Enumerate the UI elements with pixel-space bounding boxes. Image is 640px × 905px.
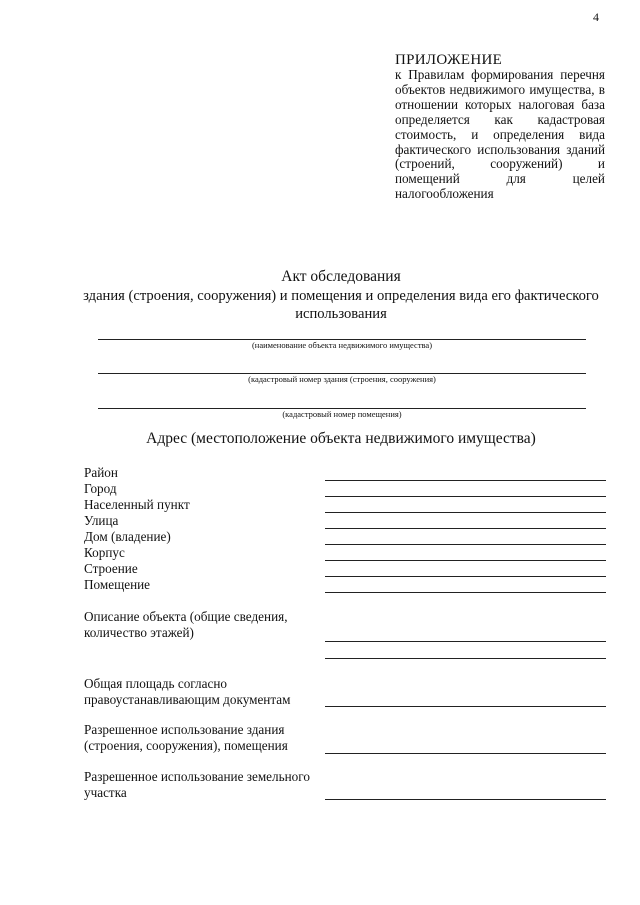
field-label-building: Строение: [84, 561, 138, 576]
field-label-district: Район: [84, 465, 118, 480]
description-line-2[interactable]: [325, 658, 606, 659]
street-line[interactable]: [325, 528, 606, 529]
act-title: Акт обследования: [281, 268, 401, 285]
building-cadastral-caption: (кадастровый номер здания (строения, сооружения): [248, 374, 436, 384]
object-name-caption: (наименование объекта недвижимого имущества): [251, 340, 433, 350]
area-line[interactable]: [325, 706, 606, 707]
house-line[interactable]: [325, 544, 606, 545]
field-label-city: Город: [84, 481, 117, 496]
settlement-line[interactable]: [325, 512, 606, 513]
appendix-block: [395, 52, 605, 202]
description-line-1[interactable]: [325, 641, 606, 642]
act-subtitle: здания (строения, сооружения) и помещения и определения вида его фактического использования: [83, 288, 599, 322]
field-label-korpus: Корпус: [84, 545, 125, 560]
premises-line[interactable]: [325, 592, 606, 593]
field-label-street: Улица: [84, 513, 119, 528]
address-title: Адрес (местоположение объекта недвижимого имущества): [146, 430, 536, 447]
field-label-house: Дом (владение): [84, 529, 171, 544]
korpus-line[interactable]: [325, 560, 606, 561]
appendix-text: к Правилам формирования перечня объектов недвижимого имущества, в отношении которых налоговая база определяется как кадастровая стоимость, и определения вида фактического использования зданий (строений, сооружений) и помещений для целей налогообложения: [395, 67, 605, 202]
permitted-land-line[interactable]: [325, 799, 606, 800]
district-line[interactable]: [325, 480, 606, 481]
city-line[interactable]: [325, 496, 606, 497]
premises-cadastral-caption: (кадастровый номер помещения): [282, 409, 402, 419]
building-line[interactable]: [325, 576, 606, 577]
field-label-settlement: Населенный пункт: [84, 497, 190, 512]
description-label: Описание объекта (общие сведения, количество этажей): [84, 609, 288, 640]
permitted-land-label: Разрешенное использование земельного участка: [84, 769, 310, 800]
permitted-building-line[interactable]: [325, 753, 606, 754]
area-label: Общая площадь согласно правоустанавливающим документам: [84, 676, 291, 707]
appendix-title: ПРИЛОЖЕНИЕ: [395, 52, 503, 68]
field-label-premises: Помещение: [84, 577, 151, 592]
permitted-building-label: Разрешенное использование здания (строения, сооружения), помещения: [84, 722, 288, 753]
page-number: 4: [593, 10, 599, 24]
